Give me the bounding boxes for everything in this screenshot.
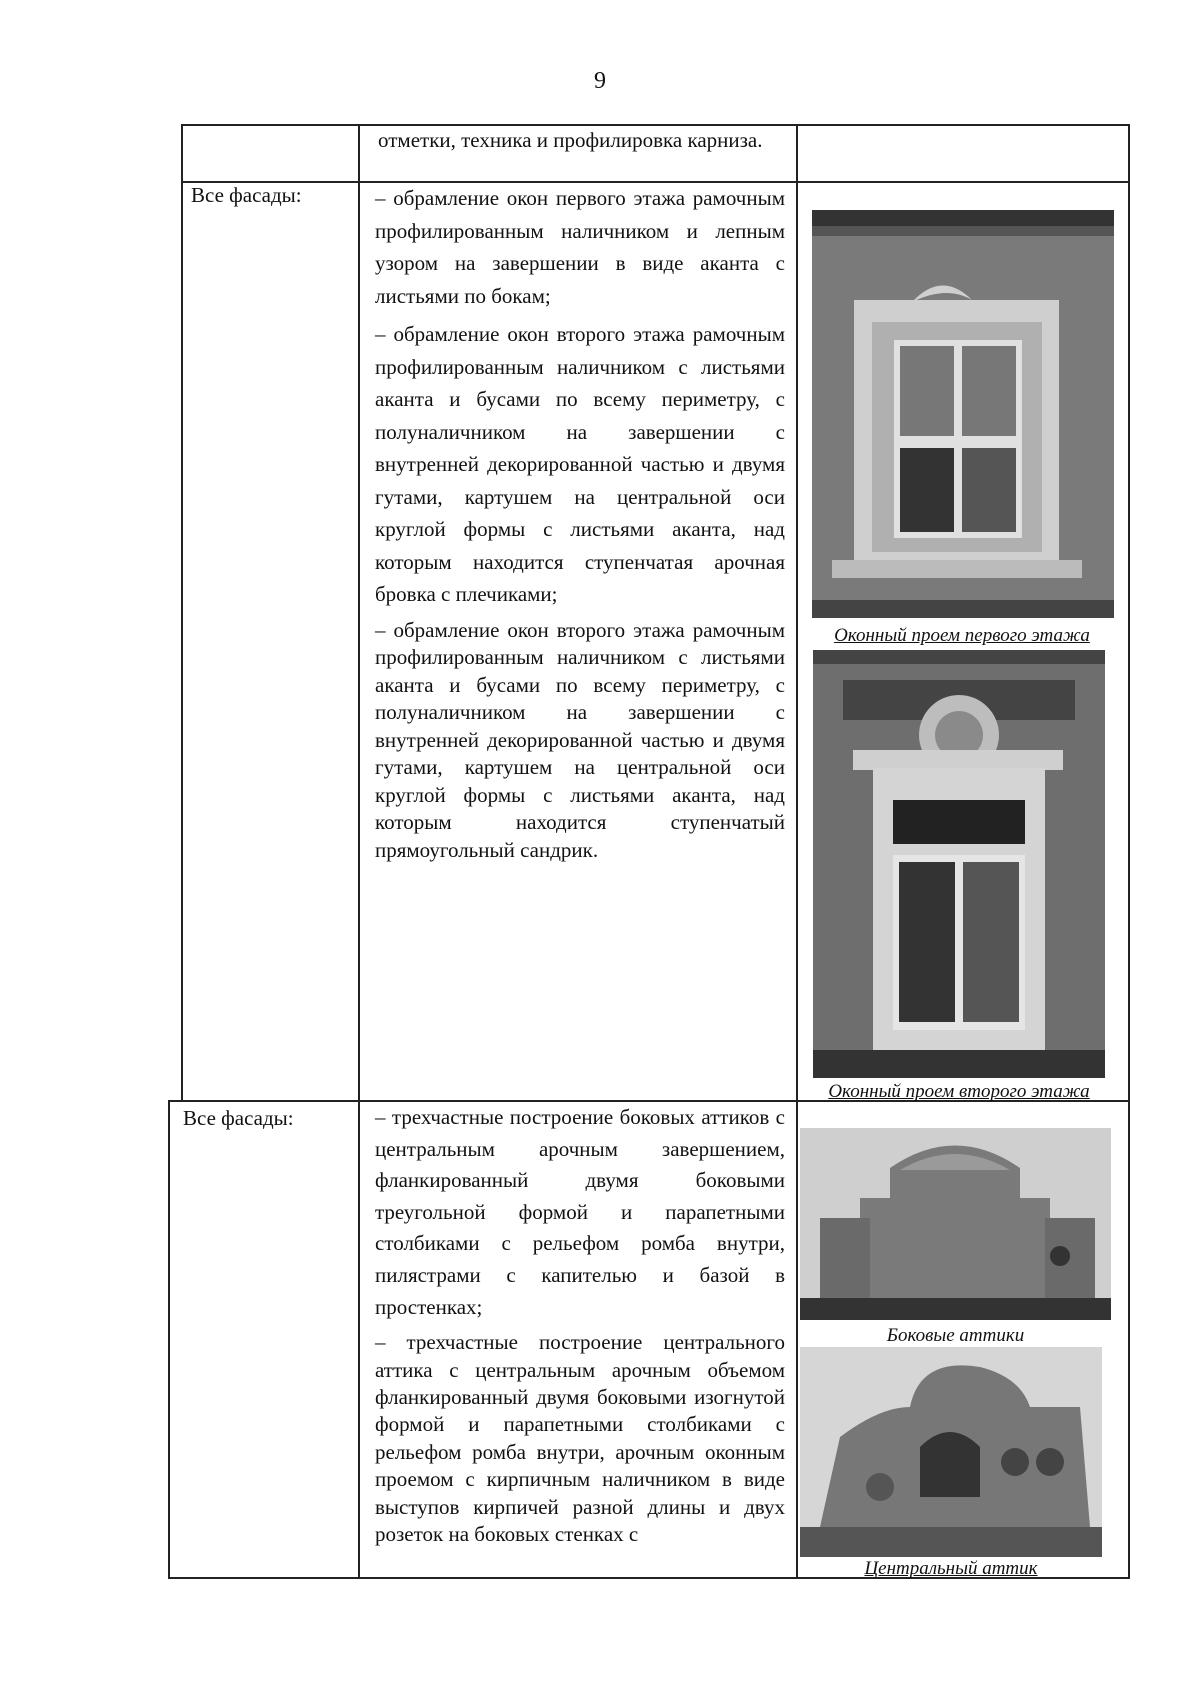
attic-photo-icon — [800, 1347, 1102, 1557]
row1-text — [375, 182, 785, 870]
table-right-border — [1128, 124, 1130, 1577]
central-attic-caption: Центральный аттик — [864, 1558, 1038, 1579]
row2-text — [375, 1102, 785, 1554]
row2-paragraph-2: – трехчастные построение центрального аттика с центральным арочным объемом фланкированный двумя боковыми изогнутой формой и парапетными столбиками с рельефом ромба внутри, арочным оконным проемом с кирпичным наличником в виде выступов кирпичей разной длины и двух розеток на боковых стенках с — [375, 1330, 785, 1546]
table-left-border-bottom — [168, 1100, 170, 1577]
column-divider-2 — [796, 124, 798, 1577]
row1-label: Все фасады: — [191, 183, 302, 207]
attic-photo-icon — [800, 1128, 1111, 1320]
first-floor-window-caption: Оконный проем первого этажа — [834, 625, 1090, 646]
row0-paragraph: отметки, техника и профилировка карниза. — [378, 128, 763, 152]
first-floor-window-photo — [812, 210, 1114, 618]
column-divider-1 — [358, 124, 360, 1577]
page-number: 9 — [594, 68, 606, 94]
row0-text — [378, 126, 788, 160]
side-attics-photo — [800, 1128, 1111, 1320]
row1-paragraph-2: – обрамление окон второго этажа рамочным профилированным наличником с листьями аканта и бусами по всему периметру, с полуналичником на завершении с внутренней декорированной частью и двумя гутами, картушем на центральной оси круглой формы с листьями аканта, над которым находится ступенчатая арочная бровка с плечиками; — [375, 322, 785, 606]
window-photo-icon — [813, 650, 1105, 1078]
row1-paragraph-3: – обрамление окон второго этажа рамочным профилированным наличником с листьями аканта и бусами по всему периметру, с полуналичником на завершении с внутренней декорированной частью и двумя гутами, картушем на центральной оси круглой формы с листьями аканта, над которым находится ступенчатый прямоугольный сандрик. — [375, 617, 785, 862]
row1-paragraph-1: – обрамление окон первого этажа рамочным профилированным наличником и лепным узором на завершении в виде аканта с листьями по бокам; — [375, 186, 785, 308]
row2-paragraph-1: – трехчастные построение боковых аттиков с центральным арочным завершением, фланкированный двумя боковыми треугольной формой и парапетными столбиками с рельефом ромба внутри, пилястрами с капителью и базой в простенках; — [375, 1105, 785, 1319]
side-attics-caption: Боковые аттики — [886, 1325, 1025, 1346]
row2-label: Все фасады: — [183, 1106, 294, 1130]
second-floor-window-photo — [813, 650, 1105, 1078]
second-floor-window-caption: Оконный проем второго этажа — [828, 1081, 1090, 1102]
window-photo-icon — [812, 210, 1114, 618]
table-left-border-top — [181, 124, 183, 1100]
central-attic-photo — [800, 1347, 1102, 1557]
